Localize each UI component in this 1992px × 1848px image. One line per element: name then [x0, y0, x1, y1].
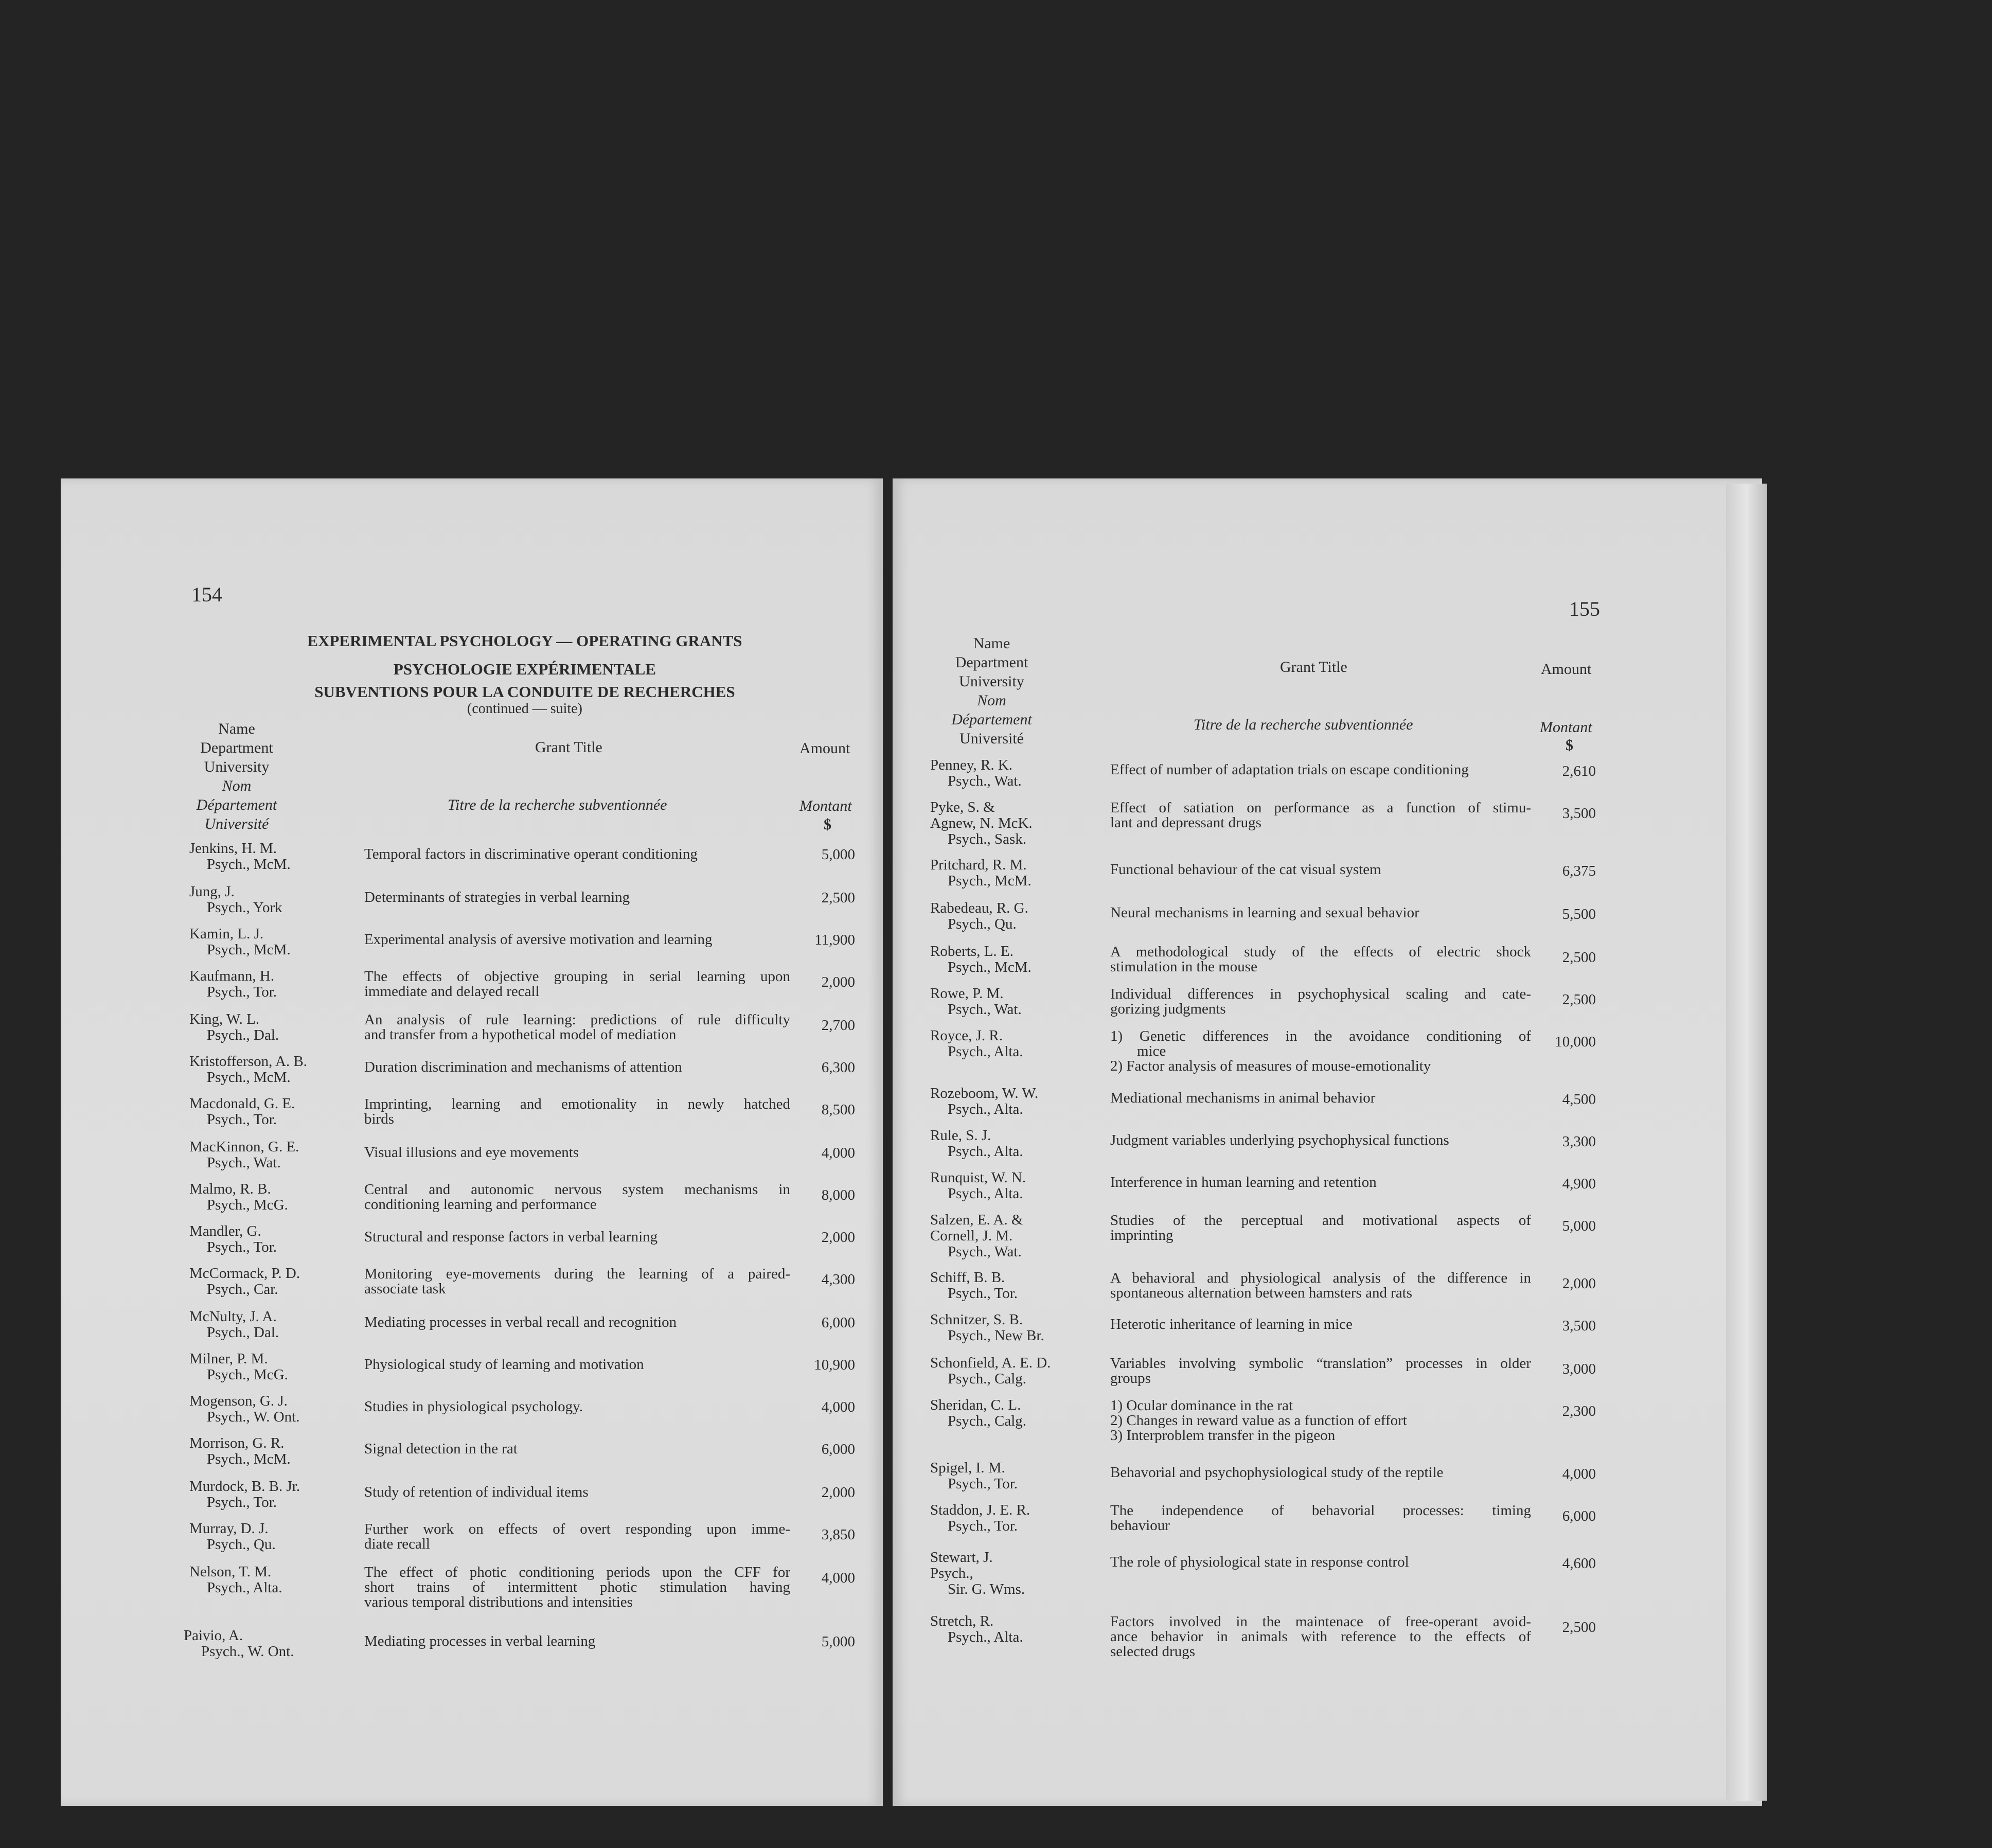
- applicant-department: Psych., Alta.: [207, 1579, 282, 1596]
- applicant-name: Rowe, P. M.: [930, 985, 1004, 1002]
- entry-name: [930, 1502, 1030, 1534]
- applicant-department: Psych., Wat.: [948, 1243, 1022, 1260]
- entry-name: [930, 986, 1022, 1018]
- entry-name: [189, 1393, 299, 1425]
- col-header-name: Name Department University Nom Département Université: [196, 720, 277, 832]
- col-header-titre: Titre de la recherche subventionnée: [448, 796, 667, 813]
- applicant-name: Royce, J. R.: [930, 1027, 1003, 1044]
- grant-title: [1110, 1213, 1531, 1243]
- applicant-department: Psych., Tor.: [207, 1239, 277, 1255]
- grant-title-line: Mediating processes in verbal recall and recognition: [364, 1314, 677, 1330]
- grant-title-line: imprinting: [1110, 1227, 1173, 1243]
- entry-name: [930, 900, 1028, 932]
- grant-title-line: conditioning learning and performance: [364, 1196, 597, 1213]
- applicant-department: Psych., Alta.: [948, 1629, 1023, 1645]
- grant-amount: 4,000: [1562, 1466, 1596, 1482]
- grant-title-line: Functional behaviour of the cat visual system: [1110, 861, 1381, 878]
- grant-title: [364, 1182, 790, 1212]
- grant-title-line: and transfer from a hypothetical model of mediation: [364, 1026, 677, 1043]
- applicant-department: Psych., Alta.: [948, 1185, 1023, 1202]
- grant-amount: 3,000: [1562, 1361, 1596, 1377]
- applicant-name: Kaufmann, H.: [189, 968, 275, 984]
- grant-title-line: Judgment variables underlying psychophysical functions: [1110, 1132, 1449, 1148]
- grant-title-line: Structural and response factors in verbal learning: [364, 1229, 658, 1245]
- grant-title-line: 1) Ocular dominance in the rat: [1110, 1397, 1293, 1414]
- applicant-name: Rule, S. J.: [930, 1127, 991, 1144]
- grant-title-line: associate task: [364, 1281, 446, 1297]
- continued-label: (continued — suite): [467, 701, 582, 717]
- applicant-department: Psych., Dal.: [207, 1027, 279, 1043]
- entry-name: [189, 1521, 276, 1553]
- applicant-name: Mogenson, G. J.: [189, 1393, 288, 1409]
- grant-title-line: gorizing judgments: [1110, 1001, 1226, 1017]
- applicant-department: Psych., W. Ont.: [207, 1409, 300, 1425]
- entry-name: [189, 1435, 291, 1467]
- applicant-department: Psych., Car.: [207, 1281, 278, 1298]
- grant-amount: 2,300: [1562, 1403, 1596, 1419]
- grant-title-line: Neural mechanisms in learning and sexual behavior: [1110, 904, 1419, 921]
- applicant-name: Sheridan, C. L.: [930, 1397, 1021, 1413]
- grant-title-line: Effect of satiation on performance as a function of stimu-: [1110, 799, 1531, 816]
- applicant-name: Malmo, R. B.: [189, 1181, 271, 1197]
- col-header-amount: Amount: [799, 740, 850, 757]
- applicant-department: Sir. G. Wms.: [948, 1581, 1025, 1597]
- applicant-name: Macdonald, G. E.: [189, 1095, 295, 1112]
- applicant-name: McCormack, P. D.: [189, 1265, 300, 1282]
- entry-name: [930, 857, 1031, 889]
- applicant-name: Murdock, B. B. Jr.: [189, 1478, 300, 1495]
- page-edge: [1726, 484, 1767, 1801]
- grant-title: [1110, 1614, 1531, 1659]
- entry-name: [189, 1096, 295, 1128]
- applicant-department: Psych., Tor.: [207, 1111, 277, 1128]
- entry-name: [930, 1397, 1026, 1429]
- entry-name: [189, 1351, 288, 1383]
- grant-title-line: Heterotic inheritance of learning in mice: [1110, 1316, 1353, 1332]
- grant-amount: 4,500: [1562, 1091, 1596, 1108]
- grant-amount: 5,000: [1562, 1218, 1596, 1234]
- entry-name: [189, 1479, 300, 1511]
- grant-title-line: Study of retention of individual items: [364, 1484, 589, 1500]
- applicant-name: Kamin, L. J.: [189, 926, 264, 942]
- grant-title: [1110, 1503, 1531, 1533]
- applicant-department: Psych., Tor.: [207, 984, 277, 1000]
- grant-title-line: stimulation in the mouse: [1110, 958, 1257, 975]
- grant-amount: 2,500: [1562, 991, 1596, 1008]
- grant-title: [364, 1012, 790, 1042]
- grant-title: [364, 847, 790, 862]
- entry-name: [930, 799, 1033, 847]
- grant-title: [364, 932, 790, 947]
- entry-name: [189, 841, 291, 873]
- grant-title-line: Further work on effects of overt responding upon imme-: [364, 1521, 790, 1537]
- entry-name: [189, 1266, 300, 1298]
- entry-name: [930, 1212, 1023, 1260]
- grant-title-line: An analysis of rule learning: predictions of rule difficulty: [364, 1011, 790, 1028]
- grant-title-line: ance behavior in animals with reference to the effects of: [1110, 1628, 1531, 1645]
- grant-amount: 6,000: [821, 1314, 855, 1331]
- grant-title-line: A methodological study of the effects of electric shock: [1110, 944, 1531, 960]
- grant-title-line: various temporal distributions and intensities: [364, 1594, 633, 1610]
- applicant-name: Schiff, B. B.: [930, 1269, 1005, 1286]
- entry-name: [930, 1170, 1026, 1202]
- applicant-department: Psych., McM.: [207, 856, 291, 873]
- applicant-department: Psych., McG.: [207, 1366, 288, 1383]
- grant-amount: 2,500: [821, 890, 855, 906]
- grant-amount: 2,610: [1562, 763, 1596, 779]
- entry-name: [930, 1550, 1025, 1597]
- grant-title-line: Experimental analysis of aversive motivation and learning: [364, 931, 713, 948]
- grant-amount: 4,000: [821, 1399, 855, 1415]
- grant-title: [1110, 862, 1531, 877]
- applicant-name: Kristofferson, A. B.: [189, 1053, 308, 1070]
- grant-title-line: Monitoring eye-movements during the learning of a paired-: [364, 1266, 790, 1282]
- grant-title-line: behaviour: [1110, 1517, 1170, 1534]
- grant-amount: 2,000: [821, 974, 855, 990]
- grant-amount: 4,600: [1562, 1555, 1596, 1572]
- grant-title-line: The independence of behavorial processes: timing: [1110, 1502, 1531, 1519]
- applicant-name: Schonfield, A. E. D.: [930, 1355, 1051, 1371]
- applicant-department: Psych., Tor.: [948, 1518, 1018, 1534]
- applicant-name: Roberts, L. E.: [930, 943, 1013, 959]
- grant-title: [364, 1399, 790, 1414]
- entry-name: [189, 926, 291, 958]
- grant-title-line: Signal detection in the rat: [364, 1441, 518, 1457]
- grant-amount: 2,000: [821, 1229, 855, 1246]
- grant-title: [364, 1060, 790, 1075]
- applicant-name: Mandler, G.: [189, 1223, 261, 1239]
- applicant-department: Psych., Dal.: [207, 1324, 279, 1341]
- col-header-amount-right: Amount: [1541, 661, 1592, 678]
- applicant-department: Cornell, J. M.: [930, 1228, 1013, 1244]
- applicant-department: Psych., Calg.: [948, 1413, 1027, 1429]
- grant-title: [1110, 762, 1531, 777]
- grant-title-line: Visual illusions and eye movements: [364, 1144, 579, 1161]
- grant-title: [1110, 905, 1531, 920]
- grant-amount: 4,000: [821, 1570, 855, 1586]
- grant-title-line: The effect of photic conditioning periods upon the CFF for: [364, 1564, 790, 1580]
- applicant-name: Rabedeau, R. G.: [930, 900, 1028, 916]
- applicant-name: Pritchard, R. M.: [930, 857, 1027, 873]
- entry-name: [189, 1223, 277, 1255]
- applicant-name: McNulty, J. A.: [189, 1308, 277, 1325]
- grant-title: [364, 1565, 790, 1610]
- applicant-name: Salzen, E. A. &: [930, 1212, 1023, 1228]
- grant-amount: 5,000: [821, 1633, 855, 1650]
- grant-title-line: 3) Interproblem transfer in the pigeon: [1110, 1427, 1336, 1444]
- grant-title: [364, 890, 790, 905]
- entry-name: [930, 1128, 1023, 1160]
- grant-title-line: mice: [1137, 1043, 1166, 1059]
- applicant-department: Psych.,: [930, 1565, 973, 1582]
- grant-amount: 4,900: [1562, 1176, 1596, 1192]
- entry-name: [930, 1460, 1018, 1492]
- grant-title: [364, 1097, 790, 1127]
- grant-title: [364, 1357, 790, 1372]
- grant-title: [1110, 1398, 1531, 1443]
- grant-amount: 10,000: [1555, 1034, 1596, 1050]
- page-number-left: 154: [191, 583, 222, 606]
- applicant-name: King, W. L.: [189, 1011, 260, 1027]
- applicant-department: Psych., W. Ont.: [201, 1643, 294, 1660]
- grant-title: [364, 1522, 790, 1552]
- grant-title: [1110, 1091, 1531, 1106]
- applicant-department: Psych., Alta.: [948, 1043, 1023, 1060]
- applicant-department: Psych., Qu.: [207, 1536, 276, 1553]
- entry-name: [930, 1270, 1018, 1302]
- grant-amount: 3,500: [1562, 805, 1596, 822]
- col-header-currency: $: [824, 816, 831, 833]
- grant-title: [364, 1230, 790, 1245]
- grant-title: [1110, 1271, 1531, 1301]
- entry-name: [930, 944, 1031, 975]
- grant-title: [1110, 1175, 1531, 1190]
- subtitle-fr-1: PSYCHOLOGIE EXPÉRIMENTALE: [393, 660, 656, 678]
- applicant-name: Rozeboom, W. W.: [930, 1085, 1039, 1101]
- applicant-department: Psych., Alta.: [948, 1143, 1023, 1160]
- entry-name: [930, 757, 1022, 789]
- entry-name: [189, 1181, 288, 1213]
- grant-title: [1110, 1555, 1531, 1570]
- grant-amount: 3,500: [1562, 1318, 1596, 1334]
- grant-title: [1110, 1133, 1531, 1148]
- grant-title-line: selected drugs: [1110, 1643, 1196, 1660]
- grant-amount: 5,000: [821, 846, 855, 863]
- applicant-department: Psych., Alta.: [948, 1101, 1023, 1117]
- col-header-montant-right: Montant: [1540, 719, 1592, 736]
- entry-name: [189, 884, 282, 916]
- grant-amount: 3,300: [1562, 1133, 1596, 1150]
- grant-title-line: Physiological study of learning and motivation: [364, 1356, 644, 1373]
- grant-title: [1110, 1465, 1531, 1480]
- applicant-name: Staddon, J. E. R.: [930, 1502, 1030, 1518]
- grant-title-line: The effects of objective grouping in serial learning upon: [364, 968, 790, 985]
- applicant-department: Psych., Wat.: [948, 1001, 1022, 1018]
- applicant-name: Jenkins, H. M.: [189, 840, 277, 857]
- applicant-name: Schnitzer, S. B.: [930, 1311, 1023, 1328]
- applicant-name: Murray, D. J.: [189, 1520, 269, 1537]
- applicant-department: Psych., McM.: [207, 1451, 291, 1467]
- grant-title-line: Factors involved in the maintenace of free-operant avoid-: [1110, 1613, 1531, 1630]
- grant-amount: 3,850: [821, 1526, 855, 1543]
- grant-title: [364, 1634, 790, 1649]
- col-header-montant: Montant: [799, 797, 852, 814]
- grant-title-line: Studies of the perceptual and motivational aspects of: [1110, 1212, 1531, 1229]
- grant-title-line: Mediating processes in verbal learning: [364, 1633, 596, 1649]
- applicant-department: Psych., Qu.: [948, 916, 1017, 932]
- grant-title: [1110, 987, 1531, 1017]
- applicant-department: Psych., McM.: [207, 1069, 291, 1086]
- applicant-department: Psych., Tor.: [207, 1494, 277, 1511]
- grant-title-line: Temporal factors in discriminative operant conditioning: [364, 846, 698, 862]
- applicant-department: Psych., McG.: [207, 1197, 288, 1213]
- page-number-right: 155: [1569, 597, 1600, 620]
- grant-title: [364, 1442, 790, 1456]
- col-header-currency-right: $: [1566, 737, 1573, 754]
- grant-title-line: spontaneous alternation between hamsters and rats: [1110, 1285, 1413, 1301]
- grant-amount: 4,300: [821, 1271, 855, 1288]
- grant-title-line: Mediational mechanisms in animal behavior: [1110, 1090, 1376, 1106]
- entry-name: [189, 1309, 279, 1341]
- applicant-department: Psych., McM.: [948, 873, 1031, 889]
- grant-title-line: A behavioral and physiological analysis of the difference in: [1110, 1270, 1531, 1286]
- grant-amount: 10,900: [814, 1357, 855, 1373]
- grant-title: [1110, 1356, 1531, 1386]
- grant-title: [1110, 1029, 1531, 1074]
- grant-amount: 8,500: [821, 1101, 855, 1118]
- applicant-name: Penney, R. K.: [930, 757, 1013, 773]
- grant-title-line: Determinants of strategies in verbal learning: [364, 889, 630, 905]
- entry-name: [189, 1564, 282, 1596]
- grant-title-line: Studies in physiological psychology.: [364, 1398, 583, 1415]
- grant-title-line: Individual differences in psychophysical scaling and cate-: [1110, 986, 1531, 1002]
- grant-title: [364, 1267, 790, 1296]
- entry-name: [930, 1312, 1044, 1344]
- applicant-department: Psych., Tor.: [948, 1285, 1018, 1302]
- grant-amount: 2,700: [821, 1017, 855, 1034]
- grant-title-line: lant and depressant drugs: [1110, 814, 1261, 831]
- applicant-department: Agnew, N. McK.: [930, 815, 1033, 831]
- grant-amount: 6,375: [1562, 863, 1596, 879]
- applicant-department: Psych., York: [207, 899, 282, 916]
- grant-amount: 4,000: [821, 1145, 855, 1161]
- applicant-department: Psych., Wat.: [207, 1154, 281, 1171]
- grant-title-line: immediate and delayed recall: [364, 983, 540, 1000]
- grant-title: [364, 1485, 790, 1500]
- applicant-name: Stretch, R.: [930, 1613, 994, 1629]
- grant-title: [364, 1145, 790, 1160]
- entry-name: [930, 1028, 1023, 1060]
- entry-name: [189, 1011, 279, 1043]
- entry-name: [189, 1139, 299, 1171]
- grant-title-line: birds: [364, 1111, 394, 1127]
- grant-title-line: Duration discrimination and mechanisms of attention: [364, 1059, 682, 1075]
- page-title: EXPERIMENTAL PSYCHOLOGY — OPERATING GRANTS: [307, 632, 742, 650]
- applicant-name: Pyke, S. &: [930, 799, 995, 815]
- grant-amount: 5,500: [1562, 906, 1596, 922]
- col-header-grant-title: Grant Title: [535, 739, 602, 756]
- grant-amount: 6,300: [821, 1059, 855, 1076]
- entry-name: [930, 1613, 1023, 1645]
- grant-title-line: Interference in human learning and retention: [1110, 1174, 1377, 1190]
- grant-amount: 8,000: [821, 1187, 855, 1203]
- col-header-titre-right: Titre de la recherche subventionnée: [1194, 716, 1413, 733]
- entry-name: [184, 1628, 294, 1660]
- grant-title-line: 2) Factor analysis of measures of mouse-emotionality: [1110, 1058, 1431, 1074]
- grant-title-line: short trains of intermittent photic stimulation having: [364, 1579, 790, 1595]
- grant-title-line: 2) Changes in reward value as a function of effort: [1110, 1412, 1407, 1429]
- grant-title: [364, 1315, 790, 1330]
- applicant-name: Stewart, J.: [930, 1549, 993, 1566]
- grant-title: [364, 969, 790, 999]
- applicant-name: Jung, J.: [189, 883, 235, 900]
- grant-title-line: Effect of number of adaptation trials on escape conditioning: [1110, 761, 1469, 778]
- applicant-department: Psych., Wat.: [948, 773, 1022, 789]
- grant-title-line: diate recall: [364, 1536, 430, 1552]
- applicant-department: Psych., New Br.: [948, 1327, 1044, 1344]
- subtitle-fr-2: SUBVENTIONS POUR LA CONDUITE DE RECHERCHES: [314, 683, 735, 701]
- applicant-name: Morrison, G. R.: [189, 1435, 284, 1451]
- grant-title: [1110, 945, 1531, 974]
- applicant-name: MacKinnon, G. E.: [189, 1139, 299, 1155]
- grant-title-line: Central and autonomic nervous system mechanisms in: [364, 1181, 790, 1198]
- grant-title-line: The role of physiological state in response control: [1110, 1554, 1409, 1570]
- grant-amount: 6,000: [821, 1441, 855, 1458]
- applicant-name: Runquist, W. N.: [930, 1169, 1026, 1186]
- entry-name: [930, 1355, 1051, 1387]
- grant-title-line: groups: [1110, 1370, 1151, 1387]
- grant-amount: 6,000: [1562, 1508, 1596, 1524]
- grant-title-line: Variables involving symbolic “translation” processes in older: [1110, 1355, 1531, 1372]
- entry-name: [189, 1054, 307, 1086]
- entry-name: [189, 968, 277, 1000]
- grant-title-line: Behavorial and psychophysiological study of the reptile: [1110, 1464, 1444, 1481]
- applicant-department: Psych., McM.: [948, 959, 1031, 975]
- applicant-name: Milner, P. M.: [189, 1351, 268, 1367]
- applicant-name: Paivio, A.: [184, 1627, 243, 1644]
- applicant-department: Psych., McM.: [207, 941, 291, 958]
- grant-title-line: Imprinting, learning and emotionality in newly hatched: [364, 1096, 790, 1112]
- applicant-department: Psych., Tor.: [948, 1476, 1018, 1492]
- grant-amount: 11,900: [814, 932, 855, 948]
- grant-amount: 2,500: [1562, 949, 1596, 966]
- applicant-name: Spigel, I. M.: [930, 1460, 1005, 1476]
- col-header-name-right: Name Department University Nom Département Université: [951, 635, 1032, 747]
- grant-title-line: 1) Genetic differences in the avoidance conditioning of: [1110, 1028, 1531, 1044]
- grant-title: [1110, 1317, 1531, 1332]
- grant-amount: 2,000: [821, 1484, 855, 1501]
- entry-name: [930, 1086, 1038, 1117]
- grant-amount: 2,000: [1562, 1275, 1596, 1292]
- applicant-department: Psych., Sask.: [948, 831, 1027, 847]
- applicant-name: Nelson, T. M.: [189, 1563, 272, 1580]
- applicant-department: Psych., Calg.: [948, 1371, 1027, 1387]
- grant-title: [1110, 801, 1531, 830]
- col-header-grant-title-right: Grant Title: [1280, 659, 1347, 676]
- grant-amount: 2,500: [1562, 1619, 1596, 1636]
